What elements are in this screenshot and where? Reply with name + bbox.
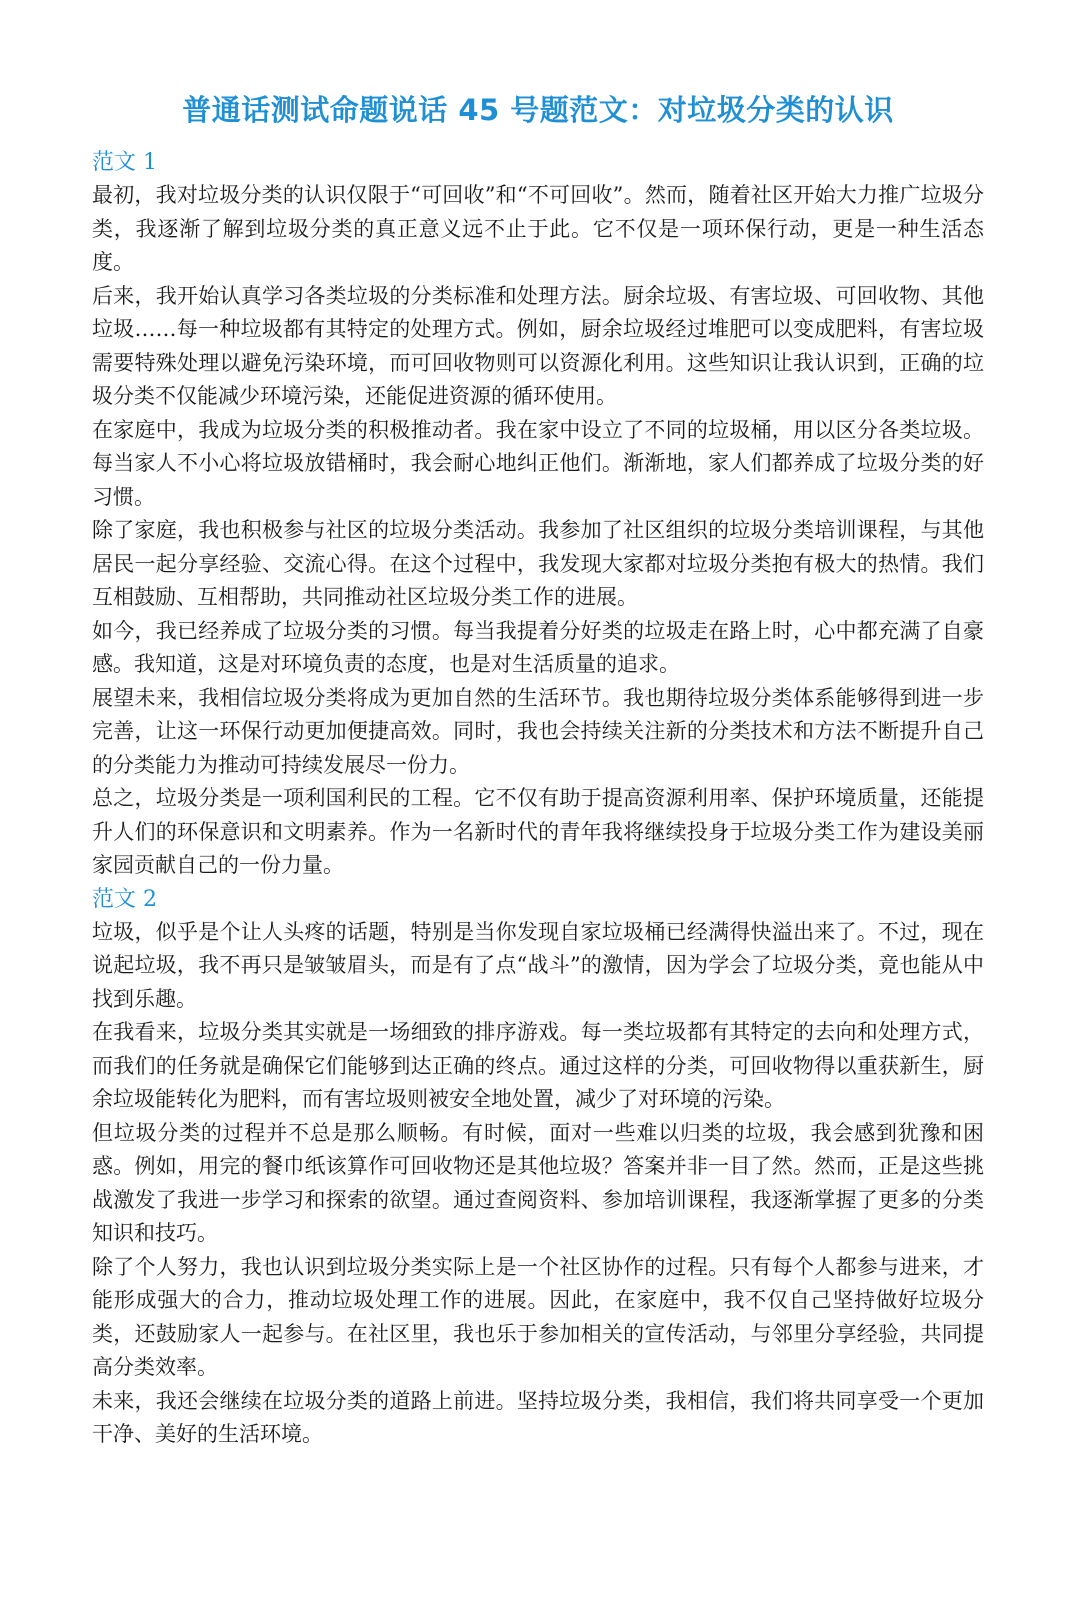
essay-2-label: 范文 2 xyxy=(92,886,157,912)
essay-1-paragraph-3: 在家庭中，我成为垃圾分类的积极推动者。我在家中设立了不同的垃圾桶，用以区分各类垃圾。每当家人不小心将垃圾放错桶时，我会耐心地纠正他们。渐渐地，家人们都养成了垃圾分类的好习惯。 xyxy=(92,417,984,509)
essay-1-paragraph-1: 最初，我对垃圾分类的认识仅限于“可回收”和“不可回收”。然而，随着社区开始大力推广垃圾分类，我逐渐了解到垃圾分类的真正意义远不止于此。它不仅是一项环保行动，更是一种生活态度。 xyxy=(92,183,984,274)
essay-1 xyxy=(92,146,984,883)
essay-1-paragraph-7: 总之，垃圾分类是一项利国利民的工程。它不仅有助于提高资源利用率、保护环境质量，还能提升人们的环保意识和文明素养。作为一名新时代的青年我将继续投身于垃圾分类工作为建设美丽家园贡献自己的一份力量。 xyxy=(92,786,984,877)
page-title: 普通话测试命题说话 45 号题范文：对垃圾分类的认识 xyxy=(182,93,894,127)
essay-1-paragraph-4: 除了家庭，我也积极参与社区的垃圾分类活动。我参加了社区组织的垃圾分类培训课程，与其他居民一起分享经验、交流心得。在这个过程中，我发现大家都对垃圾分类抱有极大的热情。我们互相鼓励、互相帮助，共同推动社区垃圾分类工作的进展。 xyxy=(92,518,984,609)
essay-2-paragraph-1: 垃圾，似乎是个让人头疼的话题，特别是当你发现自家垃圾桶已经满得快溢出来了。不过，现在说起垃圾，我不再只是皱皱眉头，而是有了点“战斗”的激情，因为学会了垃圾分类，竟也能从中找到乐趣。 xyxy=(92,919,984,1011)
essay-2-paragraph-3: 但垃圾分类的过程并不总是那么顺畅。有时候，面对一些难以归类的垃圾，我会感到犹豫和困惑。例如，用完的餐巾纸该算作可回收物还是其他垃圾？答案并非一目了然。然而，正是这些挑战激发了我进一步学习和探索的欲望。通过查阅资料、参加培训课程，我逐渐掌握了更多的分类知识和技巧。 xyxy=(92,1120,984,1245)
essay-2-paragraph-5: 未来，我还会继续在垃圾分类的道路上前进。坚持垃圾分类，我相信，我们将共同享受一个更加干净、美好的生活环境。 xyxy=(92,1388,984,1446)
essay-2 xyxy=(92,883,984,1452)
essay-2-paragraph-4: 除了个人努力，我也认识到垃圾分类实际上是一个社区协作的过程。只有每个人都参与进来，才能形成强大的合力，推动垃圾处理工作的进展。因此，在家庭中，我不仅自己坚持做好垃圾分类，还鼓励家人一起参与。在社区里，我也乐于参加相关的宣传活动，与邻里分享经验，共同提高分类效率。 xyxy=(92,1254,984,1379)
essay-1-label: 范文 1 xyxy=(92,150,157,175)
essay-1-paragraph-5: 如今，我已经养成了垃圾分类的习惯。每当我提着分好类的垃圾走在路上时，心中都充满了自豪感。我知道，这是对环境负责的态度，也是对生活质量的追求。 xyxy=(92,618,984,676)
essay-1-paragraph-2: 后来，我开始认真学习各类垃圾的分类标准和处理方法。厨余垃圾、有害垃圾、可回收物、其他垃圾……每一种垃圾都有其特定的处理方式。例如，厨余垃圾经过堆肥可以变成肥料，有害垃圾需要特殊处理以避免污染环境，而可回收物则可以资源化利用。这些知识让我认识到，正确的垃圾分类不仅能减少环境污染，还能促进资源的循环使用。 xyxy=(92,283,984,408)
essay-2-paragraph-2: 在我看来，垃圾分类其实就是一场细致的排序游戏。每一类垃圾都有其特定的去向和处理方式，而我们的任务就是确保它们能够到达正确的终点。通过这样的分类，可回收物得以重获新生，厨余垃圾能转化为肥料，而有害垃圾则被安全地处置，减少了对环境的污染。 xyxy=(92,1020,984,1111)
essay-1-paragraph-6: 展望未来，我相信垃圾分类将成为更加自然的生活环节。我也期待垃圾分类体系能够得到进一步完善，让这一环保行动更加便捷高效。同时，我也会持续关注新的分类技术和方法不断提升自己的分类能力为推动可持续发展尽一份力。 xyxy=(92,685,984,777)
